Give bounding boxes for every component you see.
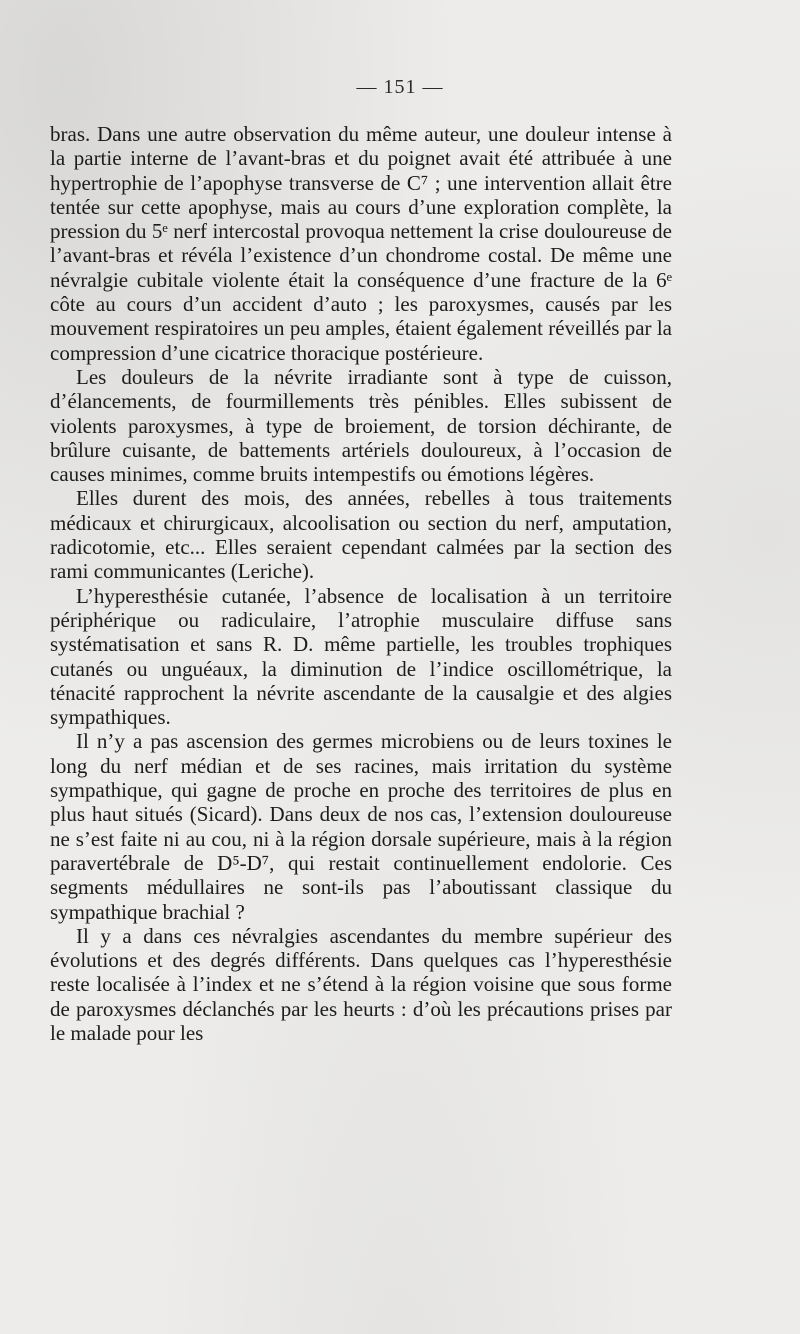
paragraph-1: bras. Dans une autre observation du même auteur, une douleur intense à la partie interne de l’avant-bras et du poignet avait été attribuée à une hypertrophie de l’apophyse transverse de C⁷ ; une intervention allait être tentée sur cette apophyse, mais au cours d’une exploration complète, la pression du 5ᵉ nerf intercostal provoqua nettement la crise douloureuse de l’avant-bras et révéla l’existence d’un chondrome costal. De même une névralgie cubitale violente était la conséquence d’une fracture de la 6ᵉ côte au cours d’un accident d’auto ; les paroxysmes, causés par les mouvement respiratoires un peu amples, étaient également réveillés par la compression d’une cicatrice thoracique postérieure. (50, 122, 672, 365)
paragraph-2: Les douleurs de la névrite irradiante sont à type de cuisson, d’élancements, de fourmillements très pénibles. Elles subissent de violents paroxysmes, à type de broiement, de torsion déchirante, de brûlure cuisante, de battements artériels douloureux, à l’occasion de causes minimes, comme bruits intempestifs ou émotions légères. (50, 364, 672, 487)
paragraph-5: Il n’y a pas ascension des germes microbiens ou de leurs toxines le long du nerf médian et de ses racines, mais irritation du système sympathique, qui gagne de proche en proche des territoires de plus en plus haut situés (Sicard). Dans deux de nos cas, l’extension douloureuse ne s’est faite ni au cou, ni à la région dorsale supérieure, mais à la région paravertébrale de D⁵-D⁷, qui restait continuellement endolorie. Ces segments médullaires ne sont-ils pas l’aboutissant classique du sympathique brachial ? (50, 729, 672, 924)
body-text (50, 122, 672, 1045)
paragraph-4: L’hyperesthésie cutanée, l’absence de localisation à un territoire périphérique ou radiculaire, l’atrophie musculaire diffuse sans systématisation et sans R. D. même partielle, les troubles trophiques cutanés ou unguéaux, la diminution de l’indice oscillométrique, la ténacité rapprochent la névrite ascendante de la causalgie et des algies sympathiques. (50, 583, 672, 730)
paragraph-3: Elles durent des mois, des années, rebelles à tous traitements médicaux et chirurgicaux, alcoolisation ou section du nerf, amputation, radicotomie, etc... Elles seraient cependant calmées par la section des rami communicantes (Leriche). (50, 486, 672, 584)
paragraph-6: Il y a dans ces névralgies ascendantes du membre supérieur des évolutions et des degrés différents. Dans quelques cas l’hyperesthésie reste localisée à l’index et ne s’étend à la région voisine que sous forme de paroxysmes déclanchés par les heurts : d’où les précautions prises par le malade pour les (50, 923, 672, 1045)
page-number: — 151 — (356, 76, 444, 98)
